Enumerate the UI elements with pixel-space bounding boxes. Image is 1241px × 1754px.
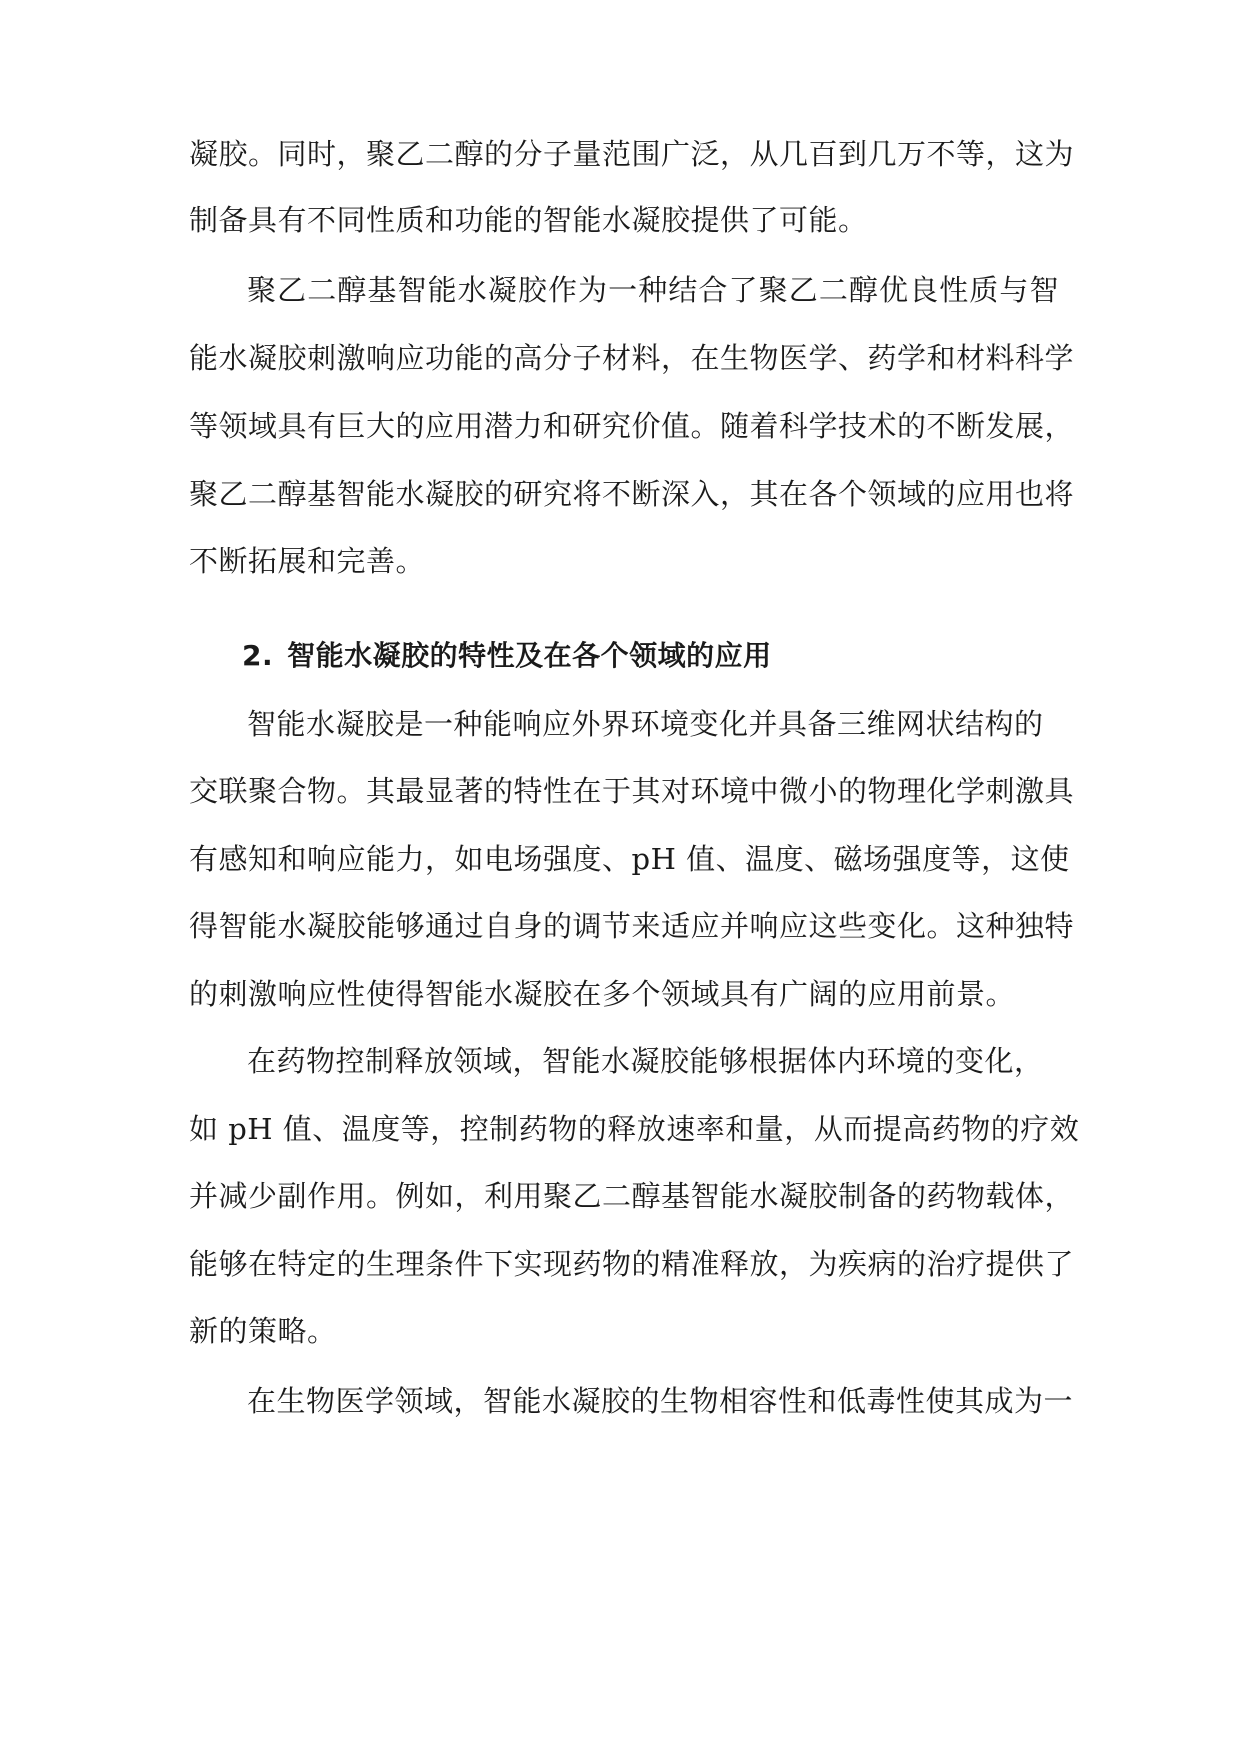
paragraph-4-line-3: 并减少副作用。例如，利用聚乙二醇基智能水凝胶制备的药物载体，: [189, 1179, 1075, 1213]
section-heading: [242, 636, 862, 676]
paragraph-2-line-2: 能水凝胶刺激响应功能的高分子材料，在生物医学、药学和材料科学: [189, 341, 1075, 375]
section-number: 2.: [242, 639, 274, 672]
paragraph-2-line-3: 等领域具有巨大的应用潜力和研究价值。随着科学技术的不断发展，: [189, 409, 1075, 443]
paragraph-1-line-2: 制备具有不同性质和功能的智能水凝胶提供了可能。: [189, 203, 868, 237]
paragraph-3-line-4: 得智能水凝胶能够通过自身的调节来适应并响应这些变化。这种独特: [189, 909, 1075, 943]
paragraph-2-line-5: 不断拓展和完善。: [189, 544, 426, 578]
paragraph-3-line-1: 智能水凝胶是一种能响应外界环境变化并具备三维网状结构的: [247, 707, 1044, 741]
paragraph-2-line-1: 聚乙二醇基智能水凝胶作为一种结合了聚乙二醇优良性质与智: [247, 273, 1059, 307]
paragraph-4-line-2: 如 pH 值、温度等，控制药物的释放速率和量，从而提高药物的疗效: [189, 1112, 1080, 1146]
paragraph-2-line-4: 聚乙二醇基智能水凝胶的研究将不断深入，其在各个领域的应用也将: [189, 477, 1075, 511]
paragraph-4-line-4: 能够在特定的生理条件下实现药物的精准释放，为疾病的治疗提供了: [189, 1247, 1075, 1281]
section-title: 智能水凝胶的特性及在各个领域的应用: [287, 639, 772, 672]
paragraph-4-line-5: 新的策略。: [189, 1314, 337, 1348]
paragraph-3-line-2: 交联聚合物。其最显著的特性在于其对环境中微小的物理化学刺激具: [189, 774, 1075, 808]
paragraph-4-line-1: 在药物控制释放领域，智能水凝胶能够根据体内环境的变化，: [247, 1044, 1044, 1078]
paragraph-3-line-3: 有感知和响应能力，如电场强度、pH 值、温度、磁场强度等，这使: [189, 842, 1070, 876]
paragraph-1-line-1: 凝胶。同时，聚乙二醇的分子量范围广泛，从几百到几万不等，这为: [189, 137, 1075, 171]
paragraph-5-line-1: 在生物医学领域，智能水凝胶的生物相容性和低毒性使其成为一: [247, 1384, 1074, 1418]
paragraph-3-line-5: 的刺激响应性使得智能水凝胶在多个领域具有广阔的应用前景。: [189, 977, 1016, 1011]
